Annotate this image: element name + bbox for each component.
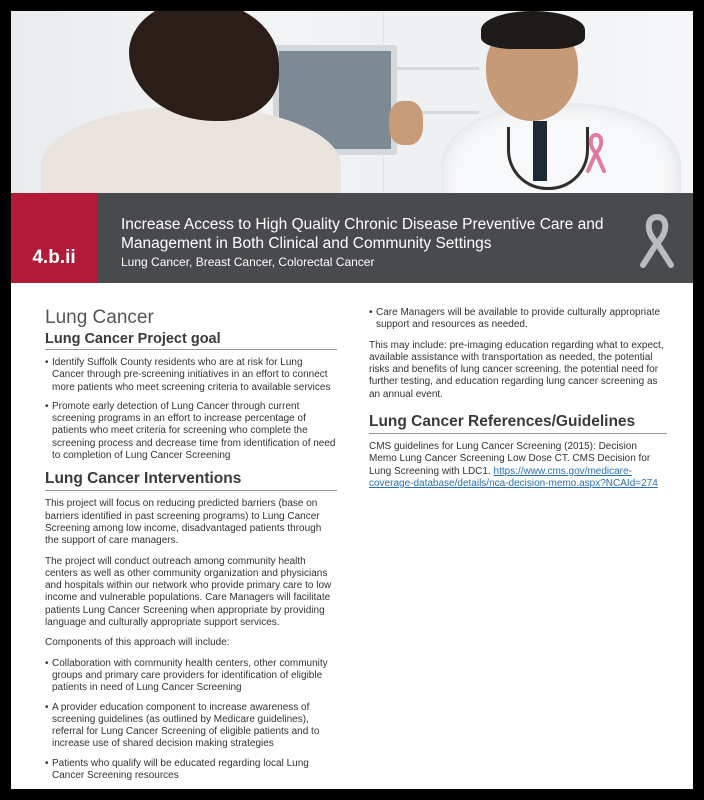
flyer-page — [11, 11, 693, 789]
goal-list — [45, 357, 337, 462]
list-item: • Patients who qualify will be educated regarding local Lung Cancer Screening resources — [45, 758, 337, 783]
list-item: • Promote early detection of Lung Cancer through current screening programs in an effort to increase percentage of patients who meet criteria for screening who complete the screening process and decrease time from identification of need to completion of Lung Cancer Screening — [45, 401, 337, 462]
pink-ribbon-icon — [585, 133, 607, 173]
paragraph: Components of this approach will include: — [45, 637, 230, 649]
list-item: • Collaboration with community health centers, other community groups and primary care providers for identification of eligible patients in need of Lung Cancer Screening — [45, 658, 337, 695]
references-text — [369, 441, 667, 490]
interventions-heading: Lung Cancer Interventions — [45, 470, 337, 491]
right-column — [369, 307, 667, 498]
section-badge — [11, 193, 97, 283]
list-item: • Identify Suffolk County residents who are at risk for Lung Cancer through pre-screening initiatives in an effort to connect more patients who meet screening criteria to available services — [45, 357, 337, 394]
goal-heading: Lung Cancer Project goal — [45, 331, 337, 350]
badge-number: 4.b.ii — [32, 247, 76, 268]
banner-subtitle: Lung Cancer, Breast Cancer, Colorectal Cancer — [121, 255, 375, 269]
section-title: Lung Cancer — [45, 307, 154, 328]
title-banner — [11, 193, 693, 283]
care-list — [369, 307, 667, 332]
left-column — [45, 307, 337, 789]
list-item: • A provider education component to increase awareness of screening guidelines (as outlined by Medicare guidelines), referral for Lung Cancer Screening of eligible patients and to increase use of shared decision making strategies — [45, 702, 337, 751]
references-body: CMS guidelines for Lung Cancer Screening (2015): Decision Memo Lung Cancer Screening Low Dose CT. CMS Decision for Lung Screening with LDC1. — [369, 441, 651, 477]
references-heading: Lung Cancer References/Guidelines — [369, 413, 667, 434]
awareness-ribbon-icon — [637, 213, 677, 269]
paragraph: This may include: pre-imaging education regarding what to expect, available assistance with transportation as needed, the potential risks and benefits of lung cancer screening, the potential need for further testing, and education regarding lung cancer screening as an annual event. — [369, 339, 664, 400]
components-list — [45, 658, 337, 783]
list-item: • Care Managers will be available to provide culturally appropriate support and resources as needed. — [369, 307, 667, 332]
paragraph: This project will focus on reducing predicted barriers (base on barriers identified in past screening programs) to Lung Cancer Screening among low income, disadvantaged patients through the support of care managers. — [45, 498, 322, 547]
paragraph: The project will conduct outreach among community health centers as well as other community organization and physicians and hospitals within our network who provide primary care to low income and vulnerable populations. Care Managers will facilitate patients Lung Cancer Screening when appropriate by providing language and culturally appropriate support services. — [45, 555, 332, 629]
hero-photo — [11, 11, 693, 193]
cms-reference-link[interactable]: https://www.cms.gov/medicare-coverage-database/details/nca-decision-memo.aspx?NCAId=274 — [369, 465, 658, 489]
banner-title: Increase Access to High Quality Chronic Disease Preventive Care and Management in Both Clinical and Community Settings — [121, 216, 604, 252]
